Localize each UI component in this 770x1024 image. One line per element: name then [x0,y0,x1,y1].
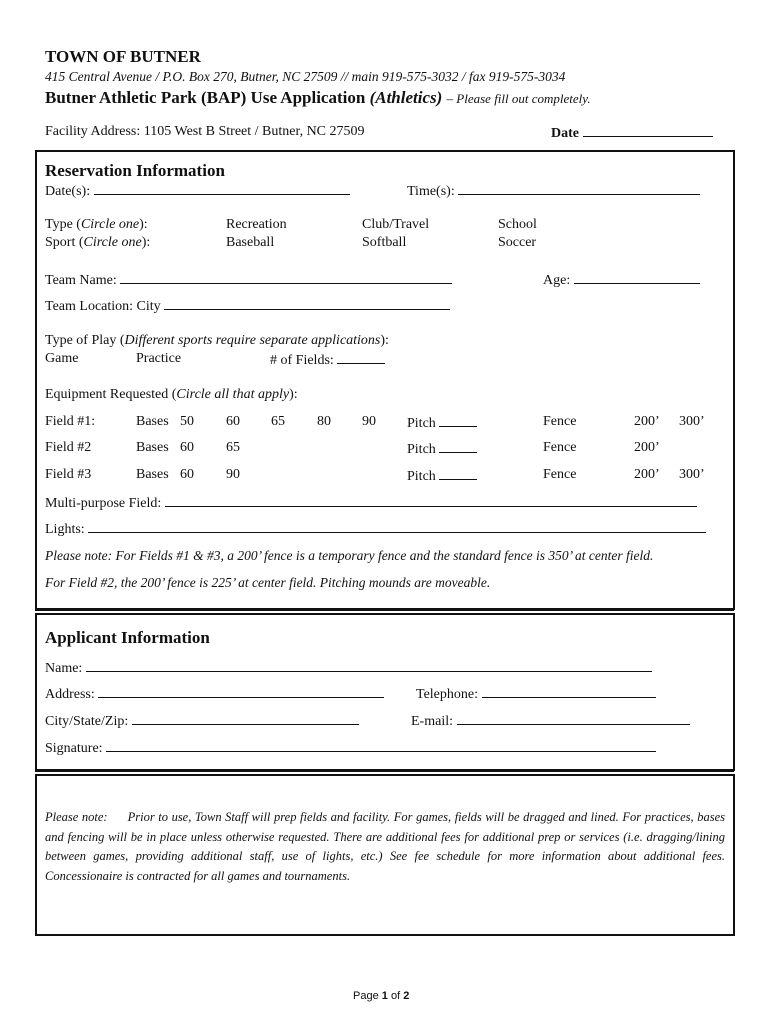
name-label: Name: [45,661,83,676]
field1-name: Field #1: [45,414,96,429]
team-name-label: Team Name: [45,273,117,288]
field2-pitch-input-line[interactable] [439,440,477,453]
email-input-line[interactable] [457,712,690,725]
field1-fence-300[interactable]: 300’ [679,414,705,429]
fence-note-2: For Field #2, the 200’ fence is 225’ at center field. Pitching mounds are moveable. [45,575,491,590]
address-label: Address: [45,687,95,702]
applicant-title: Applicant Information [45,628,210,647]
telephone-field [416,685,656,703]
field3-bases-60[interactable]: 60 [180,467,194,482]
reservation-title: Reservation Information [45,161,225,180]
date-field [551,124,713,142]
field2-bases-label: Bases [136,440,169,455]
field1-pitch [407,414,477,432]
field1-bases-50[interactable]: 50 [180,414,194,429]
name-input-line[interactable] [86,659,652,672]
field3-fence-label: Fence [543,467,577,482]
field3-name: Field #3 [45,467,92,482]
signature-label: Signature: [45,741,103,756]
telephone-input-line[interactable] [482,685,656,698]
type-option-club-travel[interactable]: Club/Travel [362,217,430,232]
email-field [411,712,690,730]
field1-pitch-input-line[interactable] [439,414,477,427]
sport-label: Sport (Circle one): [45,235,151,250]
team-location-input-line[interactable] [164,297,450,310]
sport-option-softball[interactable]: Softball [362,235,407,250]
lights-input-line[interactable] [88,520,706,533]
sport-option-soccer[interactable]: Soccer [498,235,537,250]
sport-option-baseball[interactable]: Baseball [226,235,275,250]
field1-fence-label: Fence [543,414,577,429]
city-input-line[interactable] [132,712,359,725]
lights-label: Lights: [45,522,85,537]
address-input-line[interactable] [98,685,384,698]
field1-fence-200[interactable]: 200’ [634,414,660,429]
field1-bases-80[interactable]: 80 [317,414,331,429]
facility-address: Facility Address: 1105 West B Street / Butner, NC 27509 [45,124,365,139]
field2-bases-65[interactable]: 65 [226,440,240,455]
field3-bases-label: Bases [136,467,169,482]
times-input-line[interactable] [458,182,700,195]
form-title-athletics: (Athletics) [369,88,443,107]
field3-bases-90[interactable]: 90 [226,467,240,482]
play-option-practice[interactable]: Practice [136,351,182,366]
notice-body: Prior to use, Town Staff will prep fields and facility. For games, fields will be dragged and lined. For practices, bases and fencing will be in place unless otherwise requested. There are additional fees for additional prep or services (i.e. dragging/lining between games, providing additional staff, use of lights, etc.) See fee schedule for more information about additional fees. Concessionaire is contracted for all games and tournaments. [45,810,725,883]
email-label: E-mail: [411,714,453,729]
multipurpose-field [45,494,697,512]
notice-text [45,808,725,886]
times-label: Time(s): [407,184,455,199]
field2-name: Field #2 [45,440,92,455]
team-location-field [45,297,450,315]
field2-pitch-label: Pitch [407,442,436,457]
type-of-play-label: Type of Play (Different sports require separate applications): [45,333,389,348]
multipurpose-input-line[interactable] [165,494,697,507]
equipment-label: Equipment Requested (Circle all that apply): [45,387,298,402]
signature-input-line[interactable] [106,739,656,752]
form-title-main: Butner Athletic Park (BAP) Use Application [45,88,366,107]
type-label: Type (Circle one): [45,217,148,232]
field1-pitch-label: Pitch [407,416,436,431]
field2-fence-label: Fence [543,440,577,455]
field2-pitch [407,440,477,458]
town-address: 415 Central Avenue / P.O. Box 270, Butner, NC 27509 // main 919-575-3032 / fax 919-575-3034 [45,69,566,84]
fields-count-label: # of Fields: [270,353,334,368]
section-divider-2 [35,771,734,772]
type-option-recreation[interactable]: Recreation [226,217,287,232]
form-title-note: – Please fill out completely. [446,91,591,106]
multipurpose-label: Multi-purpose Field: [45,496,162,511]
team-location-label: Team Location: City [45,299,161,314]
field1-bases-label: Bases [136,414,169,429]
date-label: Date [551,126,579,141]
times-field [407,182,700,200]
fields-count-input-line[interactable] [337,351,385,364]
field3-fence-200[interactable]: 200’ [634,467,660,482]
lights-field [45,520,706,538]
field1-bases-60[interactable]: 60 [226,414,240,429]
dates-field [45,182,350,200]
age-field [543,271,700,289]
dates-label: Date(s): [45,184,91,199]
town-title: TOWN OF BUTNER [45,47,201,66]
team-name-input-line[interactable] [120,271,452,284]
section-divider [35,610,734,611]
type-option-school[interactable]: School [498,217,537,232]
field3-pitch [407,467,477,485]
field1-bases-65[interactable]: 65 [271,414,285,429]
notice-lead: Please note: [45,810,108,824]
name-field [45,659,652,677]
field2-fence-200[interactable]: 200’ [634,440,660,455]
telephone-label: Telephone: [416,687,478,702]
page-number: Page 1 of 2 [353,990,410,1002]
dates-input-line[interactable] [94,182,350,195]
field2-bases-60[interactable]: 60 [180,440,194,455]
address-field [45,685,384,703]
field3-fence-300[interactable]: 300’ [679,467,705,482]
field1-bases-90[interactable]: 90 [362,414,376,429]
city-label: City/State/Zip: [45,714,129,729]
date-input-line[interactable] [583,124,713,137]
city-field [45,712,359,730]
play-option-game[interactable]: Game [45,351,79,366]
field3-pitch-label: Pitch [407,469,436,484]
team-name-field [45,271,452,289]
fields-count-field [270,351,385,369]
form-title [45,88,591,108]
fence-note-1: Please note: For Fields #1 & #3, a 200’ fence is a temporary fence and the standard fence is 350’ at center field. [45,548,654,563]
field3-pitch-input-line[interactable] [439,467,477,480]
age-label: Age: [543,273,571,288]
signature-field [45,739,656,757]
age-input-line[interactable] [574,271,700,284]
